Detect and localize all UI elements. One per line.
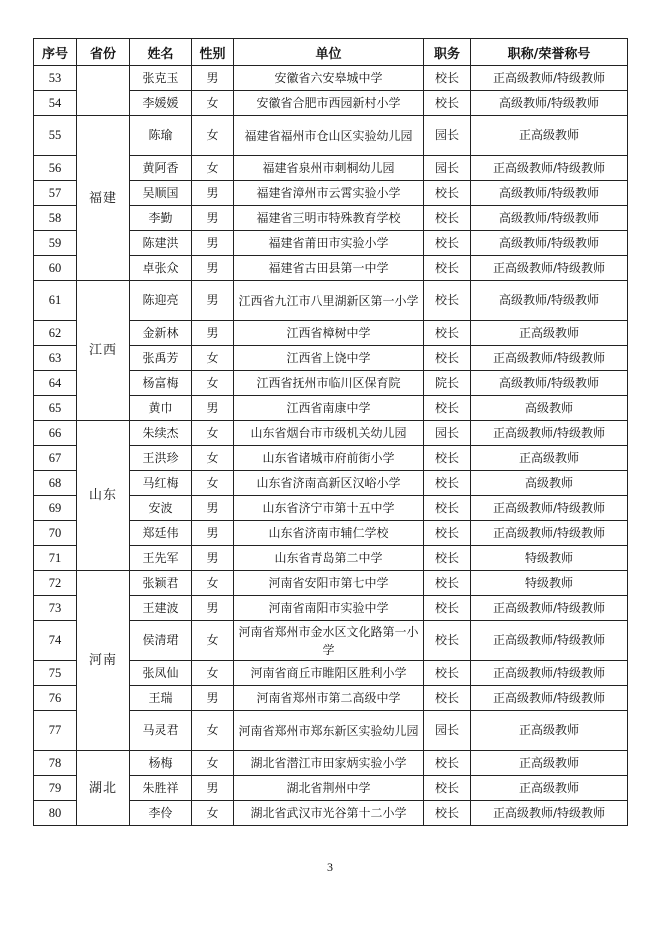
cell-title: 高级教师/特级教师: [471, 181, 628, 206]
cell-seq: 75: [34, 661, 77, 686]
cell-gender: 女: [192, 156, 234, 181]
page-number: 3: [327, 860, 333, 874]
cell-title: 正高级教师/特级教师: [471, 256, 628, 281]
cell-unit: 山东省济南高新区汉峪小学: [234, 471, 424, 496]
cell-unit: 福建省古田县第一中学: [234, 256, 424, 281]
cell-name: 李伶: [130, 801, 192, 826]
header-province: 省份: [77, 39, 130, 66]
cell-unit: 湖北省潜江市田家炳实验小学: [234, 751, 424, 776]
cell-unit: 河南省商丘市睢阳区胜利小学: [234, 661, 424, 686]
cell-position: 校长: [424, 596, 471, 621]
cell-seq: 72: [34, 571, 77, 596]
header-name: 姓名: [130, 39, 192, 66]
cell-position: 校长: [424, 661, 471, 686]
teacher-list-table: [33, 38, 628, 826]
header-title: 职称/荣誉称号: [471, 39, 628, 66]
cell-seq: 78: [34, 751, 77, 776]
cell-unit: 湖北省荆州中学: [234, 776, 424, 801]
cell-province: 山东: [77, 421, 130, 571]
cell-unit: 山东省济宁市第十五中学: [234, 496, 424, 521]
cell-province-empty: [77, 66, 130, 116]
header-gender: 性别: [192, 39, 234, 66]
table-row: [34, 116, 628, 156]
cell-gender: 女: [192, 751, 234, 776]
cell-unit: 山东省青岛第二中学: [234, 546, 424, 571]
table-row: [34, 751, 628, 776]
cell-name: 安波: [130, 496, 192, 521]
cell-seq: 57: [34, 181, 77, 206]
cell-gender: 男: [192, 776, 234, 801]
cell-name: 张克玉: [130, 66, 192, 91]
cell-gender: 男: [192, 496, 234, 521]
cell-title: 高级教师/特级教师: [471, 371, 628, 396]
cell-unit: 福建省福州市仓山区实验幼儿园: [234, 116, 424, 156]
cell-position: 园长: [424, 156, 471, 181]
header-seq: 序号: [34, 39, 77, 66]
cell-gender: 女: [192, 661, 234, 686]
cell-gender: 男: [192, 686, 234, 711]
cell-name: 李勤: [130, 206, 192, 231]
cell-seq: 59: [34, 231, 77, 256]
cell-gender: 女: [192, 801, 234, 826]
cell-name: 陈迎亮: [130, 281, 192, 321]
cell-name: 朱续杰: [130, 421, 192, 446]
header-unit: 单位: [234, 39, 424, 66]
cell-gender: 女: [192, 371, 234, 396]
cell-gender: 男: [192, 546, 234, 571]
cell-position: 园长: [424, 421, 471, 446]
cell-position: 校长: [424, 496, 471, 521]
cell-gender: 女: [192, 91, 234, 116]
cell-unit: 安徽省合肥市西园新村小学: [234, 91, 424, 116]
cell-gender: 男: [192, 321, 234, 346]
cell-name: 吴顺国: [130, 181, 192, 206]
cell-unit: 山东省济南市辅仁学校: [234, 521, 424, 546]
cell-seq: 63: [34, 346, 77, 371]
cell-seq: 66: [34, 421, 77, 446]
cell-position: 校长: [424, 471, 471, 496]
table-row: [34, 66, 628, 91]
cell-position: 校长: [424, 321, 471, 346]
cell-title: 正高级教师/特级教师: [471, 521, 628, 546]
cell-name: 张颖君: [130, 571, 192, 596]
cell-seq: 74: [34, 621, 77, 661]
cell-seq: 61: [34, 281, 77, 321]
cell-position: 园长: [424, 711, 471, 751]
cell-title: 正高级教师/特级教师: [471, 686, 628, 711]
cell-unit: 山东省诸城市府前街小学: [234, 446, 424, 471]
cell-seq: 56: [34, 156, 77, 181]
cell-position: 校长: [424, 446, 471, 471]
cell-seq: 71: [34, 546, 77, 571]
cell-name: 朱胜祥: [130, 776, 192, 801]
cell-unit: 福建省莆田市实验小学: [234, 231, 424, 256]
cell-title: 正高级教师: [471, 751, 628, 776]
cell-title: 正高级教师: [471, 446, 628, 471]
cell-title: 正高级教师/特级教师: [471, 621, 628, 661]
cell-seq: 77: [34, 711, 77, 751]
cell-gender: 男: [192, 181, 234, 206]
cell-seq: 58: [34, 206, 77, 231]
cell-title: 高级教师/特级教师: [471, 206, 628, 231]
cell-seq: 62: [34, 321, 77, 346]
cell-name: 金新林: [130, 321, 192, 346]
cell-position: 校长: [424, 346, 471, 371]
cell-unit: 安徽省六安皋城中学: [234, 66, 424, 91]
cell-gender: 男: [192, 596, 234, 621]
cell-seq: 67: [34, 446, 77, 471]
cell-gender: 男: [192, 521, 234, 546]
cell-title: 正高级教师/特级教师: [471, 661, 628, 686]
cell-title: 特级教师: [471, 546, 628, 571]
cell-name: 王瑞: [130, 686, 192, 711]
cell-name: 侯清珺: [130, 621, 192, 661]
cell-position: 校长: [424, 751, 471, 776]
cell-seq: 80: [34, 801, 77, 826]
table-row: [34, 571, 628, 596]
cell-unit: 山东省烟台市市级机关幼儿园: [234, 421, 424, 446]
cell-position: 校长: [424, 801, 471, 826]
cell-title: 正高级教师/特级教师: [471, 346, 628, 371]
cell-position: 院长: [424, 371, 471, 396]
cell-seq: 60: [34, 256, 77, 281]
table-row: [34, 281, 628, 321]
cell-seq: 76: [34, 686, 77, 711]
cell-gender: 女: [192, 421, 234, 446]
cell-title: 正高级教师/特级教师: [471, 421, 628, 446]
cell-position: 校长: [424, 571, 471, 596]
cell-province: 河南: [77, 571, 130, 751]
cell-position: 校长: [424, 686, 471, 711]
cell-seq: 73: [34, 596, 77, 621]
cell-title: 高级教师/特级教师: [471, 281, 628, 321]
cell-title: 正高级教师: [471, 116, 628, 156]
cell-seq: 64: [34, 371, 77, 396]
cell-position: 校长: [424, 206, 471, 231]
cell-name: 杨富梅: [130, 371, 192, 396]
cell-name: 陈瑜: [130, 116, 192, 156]
cell-unit: 河南省郑州市金水区文化路第一小学: [234, 621, 424, 661]
cell-title: 正高级教师/特级教师: [471, 596, 628, 621]
cell-unit: 湖北省武汉市光谷第十二小学: [234, 801, 424, 826]
cell-province: 江西: [77, 281, 130, 421]
cell-province: 湖北: [77, 751, 130, 826]
cell-title: 正高级教师/特级教师: [471, 156, 628, 181]
cell-title: 正高级教师: [471, 321, 628, 346]
cell-title: 正高级教师/特级教师: [471, 801, 628, 826]
cell-name: 马灵君: [130, 711, 192, 751]
cell-seq: 65: [34, 396, 77, 421]
cell-name: 张凤仙: [130, 661, 192, 686]
cell-seq: 68: [34, 471, 77, 496]
cell-title: 高级教师: [471, 396, 628, 421]
cell-unit: 福建省三明市特殊教育学校: [234, 206, 424, 231]
cell-name: 张禹芳: [130, 346, 192, 371]
cell-gender: 男: [192, 396, 234, 421]
cell-title: 特级教师: [471, 571, 628, 596]
cell-name: 黄阿香: [130, 156, 192, 181]
cell-gender: 女: [192, 346, 234, 371]
cell-unit: 江西省九江市八里湖新区第一小学: [234, 281, 424, 321]
cell-gender: 女: [192, 571, 234, 596]
cell-position: 园长: [424, 116, 471, 156]
cell-position: 校长: [424, 66, 471, 91]
cell-unit: 河南省南阳市实验中学: [234, 596, 424, 621]
cell-unit: 江西省抚州市临川区保育院: [234, 371, 424, 396]
cell-position: 校长: [424, 546, 471, 571]
cell-unit: 江西省樟树中学: [234, 321, 424, 346]
cell-position: 校长: [424, 91, 471, 116]
cell-unit: 福建省漳州市云霄实验小学: [234, 181, 424, 206]
cell-name: 杨梅: [130, 751, 192, 776]
cell-seq: 55: [34, 116, 77, 156]
cell-title: 正高级教师: [471, 711, 628, 751]
cell-title: 高级教师/特级教师: [471, 91, 628, 116]
cell-gender: 女: [192, 471, 234, 496]
cell-position: 校长: [424, 281, 471, 321]
cell-name: 王洪珍: [130, 446, 192, 471]
cell-name: 黄巾: [130, 396, 192, 421]
cell-unit: 河南省郑州市第二高级中学: [234, 686, 424, 711]
cell-unit: 河南省安阳市第七中学: [234, 571, 424, 596]
cell-gender: 男: [192, 206, 234, 231]
cell-gender: 男: [192, 231, 234, 256]
cell-unit: 福建省泉州市刺桐幼儿园: [234, 156, 424, 181]
cell-unit: 江西省上饶中学: [234, 346, 424, 371]
cell-position: 校长: [424, 521, 471, 546]
cell-position: 校长: [424, 181, 471, 206]
cell-position: 校长: [424, 231, 471, 256]
cell-seq: 53: [34, 66, 77, 91]
cell-seq: 79: [34, 776, 77, 801]
cell-gender: 男: [192, 66, 234, 91]
cell-position: 校长: [424, 621, 471, 661]
cell-gender: 男: [192, 256, 234, 281]
cell-name: 马红梅: [130, 471, 192, 496]
cell-position: 校长: [424, 776, 471, 801]
cell-unit: 江西省南康中学: [234, 396, 424, 421]
header-position: 职务: [424, 39, 471, 66]
cell-title: 高级教师/特级教师: [471, 231, 628, 256]
cell-name: 郑廷伟: [130, 521, 192, 546]
table-row: [34, 421, 628, 446]
cell-name: 李媛媛: [130, 91, 192, 116]
cell-seq: 54: [34, 91, 77, 116]
cell-title: 高级教师: [471, 471, 628, 496]
cell-gender: 女: [192, 446, 234, 471]
cell-name: 陈建洪: [130, 231, 192, 256]
cell-name: 卓张众: [130, 256, 192, 281]
cell-gender: 女: [192, 621, 234, 661]
cell-province: 福建: [77, 116, 130, 281]
cell-gender: 男: [192, 281, 234, 321]
cell-gender: 女: [192, 711, 234, 751]
cell-position: 校长: [424, 396, 471, 421]
cell-name: 王先军: [130, 546, 192, 571]
cell-seq: 70: [34, 521, 77, 546]
cell-position: 校长: [424, 256, 471, 281]
cell-title: 正高级教师/特级教师: [471, 496, 628, 521]
cell-title: 正高级教师/特级教师: [471, 66, 628, 91]
cell-seq: 69: [34, 496, 77, 521]
table-header-row: [34, 39, 628, 66]
cell-name: 王建波: [130, 596, 192, 621]
cell-unit: 河南省郑州市郑东新区实验幼儿园: [234, 711, 424, 751]
cell-title: 正高级教师: [471, 776, 628, 801]
cell-gender: 女: [192, 116, 234, 156]
